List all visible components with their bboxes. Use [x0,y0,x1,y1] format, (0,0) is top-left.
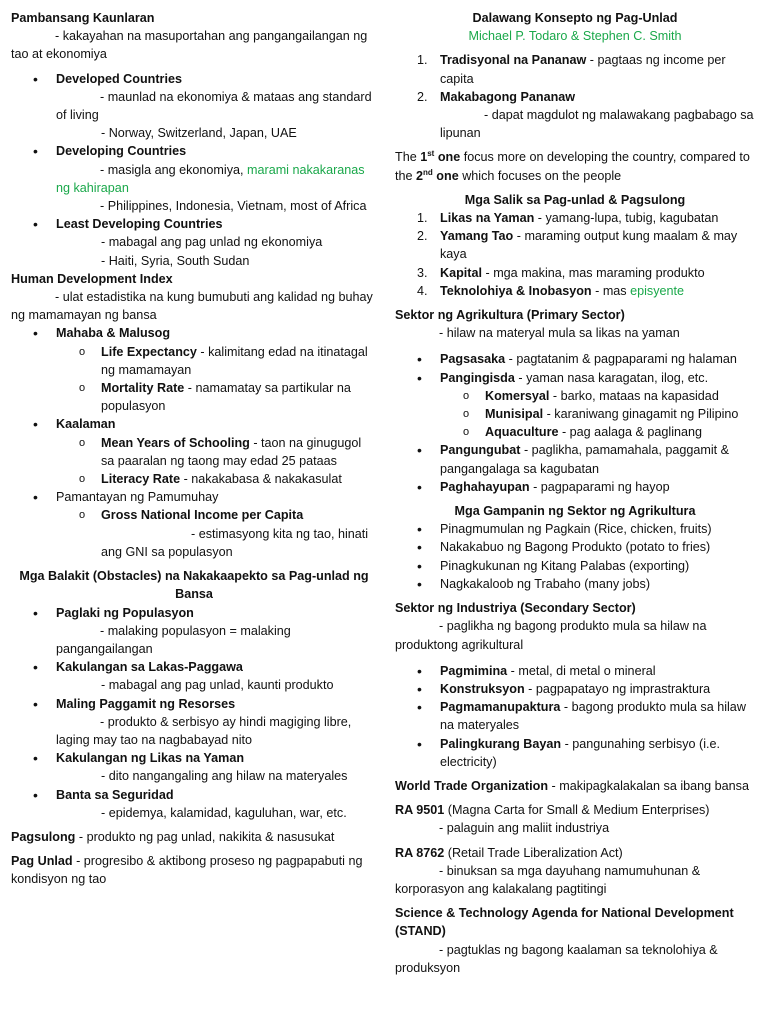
developed-desc: - maunlad na ekonomiya & mataas ang standard of living [56,89,372,123]
balakit-desc: - malaking populasyon = malaking pangangailangan [56,623,291,656]
pangingisda-item: • Pangingisda - yaman nasa karagatan, ilog, etc. [395,369,755,387]
gampanin-item: • Pinagmumulan ng Pagkain (Rice, chicken, fruits) [395,520,755,538]
pagsasaka-item: • Pagsasaka - pagtatanim & pagpaparami ng halaman [395,350,755,368]
least-desc: - mabagal ang pag unlad ng ekonomiya [101,235,323,250]
industriya-definition: - paglikha ng bagong produkto mula sa hilaw na produktong agrikultural [395,619,707,652]
developed-examples: - Norway, Switzerland, Japan, UAE [101,126,297,141]
aquaculture-item: o Aquaculture - pag aalaga & paglinang [395,423,755,441]
salik-item: 4. Teknolohiya & Inobasyon - mas episyente [395,282,755,300]
hdi-definition: - ulat estadistika na kung bumubuti ang kalidad ng buhay ng mamamayan ng bansa [11,290,373,323]
pagunlad-definition: Pag Unlad - progresibo & aktibong proseso ng pagpapabuti ng kondisyon ng tao [11,854,363,887]
balakit-item: • Kakulangan ng Likas na Yaman [11,749,377,767]
balakit-desc: - produkto & serbisyo ay hindi magiging libre, laging may tao na nagbabayad nito [56,714,352,747]
developing-item: • Developing Countries [11,142,377,160]
gampanin-item: • Nagkakaloob ng Trabaho (many jobs) [395,575,755,593]
stand-definition: - pagtuklas ng bagong kaalaman sa teknolohiya & produksyon [395,942,718,975]
gampanin-item: • Pinagkukunan ng Kitang Palabas (exporting) [395,557,755,575]
pamantayan-item: • Pamantayan ng Pamumuhay [11,488,377,506]
industriya-item: • Konstruksyon - pagpapatayo ng imprastraktura [395,680,755,698]
konsepto-item: 1. Tradisyonal na Pananaw - pagtaas ng income per capita [395,51,755,87]
gampanin-item: • Nakakabuo ng Bagong Produkto (potato to fries) [395,538,755,556]
stand-heading: Science & Technology Agenda for National Development (STAND) [395,906,734,939]
ra9501-heading: RA 9501 (Magna Carta for Small & Medium Enterprises) [395,803,710,818]
salik-item: 2. Yamang Tao - maraming output kung maalam & may kaya [395,227,755,263]
agri-title: Sektor ng Agrikultura (Primary Sector) [395,308,625,323]
komersyal-item: o Komersyal - barko, mataas na kapasidad [395,387,755,405]
salik-title: Mga Salik sa Pag-unlad & Pagsulong [464,192,686,207]
ra9501-definition: - palaguin ang maliit industriya [439,821,610,836]
balakit-desc: - epidemya, kalamidad, kaguluhan, war, etc. [101,805,347,820]
konsepto-authors: Michael P. Todaro & Stephen C. Smith [468,29,682,44]
developing-examples: - Philippines, Indonesia, Vietnam, most of Africa [100,199,367,214]
mortality-rate-item: o Mortality Rate - namamatay sa partikular na populasyon [11,379,377,415]
konsepto-desc: - dapat magdulot ng malawakang pagbabago sa lipunan [440,108,754,141]
konsepto-item: 2. Makabagong Pananaw [395,88,755,106]
gni-desc: - estimasyong kita ng tao, hinati ang GNI sa populasyon [101,526,369,559]
industriya-item: • Pagmimina - metal, di metal o mineral [395,662,755,680]
kaalaman-item: • Kaalaman [11,415,377,433]
ra8762-heading: RA 8762 (Retail Trade Liberalization Act) [395,845,623,860]
balakit-item: • Paglaki ng Populasyon [11,604,377,622]
salik-item: 3. Kapital - mga makina, mas maraming produkto [395,264,755,282]
industriya-title: Sektor ng Industriya (Secondary Sector) [395,601,636,616]
mahaba-item: • Mahaba & Malusog [11,324,377,342]
balakit-desc: - dito nangangaling ang hilaw na materyales [101,769,348,784]
konsepto-note: The 1st one focus more on developing the country, compared to the 2nd one which focuses on the people [395,149,750,183]
hdi-title: Human Development Index [11,271,173,286]
balakit-desc: - mabagal ang pag unlad, kaunti produkto [101,678,334,693]
life-expectancy-item: o Life Expectancy - kalimitang edad na itinatagal ng mamamayan [11,343,377,379]
agri-definition: - hilaw na materyal mula sa likas na yaman [439,326,680,341]
schooling-item: o Mean Years of Schooling - taon na ginugugol sa paaralan ng taong may edad 25 pataas [11,434,377,470]
pk-title: Pambansang Kaunlaran [11,11,155,25]
left-column [11,9,377,889]
balakit-title: Mga Balakit (Obstacles) na Nakakaapekto sa Pag-unlad ng Bansa [19,569,369,602]
wto-definition: World Trade Organization - makipagkalakalan sa ibang bansa [395,778,749,793]
balakit-item: • Kakulangan sa Lakas-Paggawa [11,658,377,676]
munisipal-item: o Munisipal - karaniwang ginagamit ng Pilipino [395,405,755,423]
developing-desc: - masigla ang ekonomiya, marami nakakaranas ng kahirapan [56,162,365,195]
gni-item: o Gross National Income per Capita [11,506,377,524]
industriya-item: • Palingkurang Bayan - pangunahing serbisyo (i.e. electricity) [395,735,755,771]
right-column [395,9,755,977]
literacy-item: o Literacy Rate - nakakabasa & nakakasulat [11,470,377,488]
gampanin-title: Mga Gampanin ng Sektor ng Agrikultura [454,504,696,519]
pk-definition: - kakayahan na masuportahan ang pangangailangan ng tao at ekonomiya [11,29,368,62]
least-examples: - Haiti, Syria, South Sudan [101,253,250,268]
industriya-item: • Pagmamanupaktura - bagong produkto mula sa hilaw na materyales [395,698,755,734]
balakit-item: • Banta sa Seguridad [11,786,377,804]
konsepto-title: Dalawang Konsepto ng Pag-Unlad [472,11,678,25]
paghahayupan-item: • Paghahayupan - pagpaparami ng hayop [395,478,755,496]
developed-item: • Developed Countries [11,70,377,88]
pagsulong-definition: Pagsulong - produkto ng pag unlad, nakikita & nasusukat [11,829,335,844]
salik-item: 1. Likas na Yaman - yamang-lupa, tubig, kagubatan [395,209,755,227]
ra8762-definition: - binuksan sa mga dayuhang namumuhunan & korporasyon ang kalakalang pagtitingi [395,863,701,896]
least-item: • Least Developing Countries [11,215,377,233]
balakit-list [11,604,377,822]
balakit-item: • Maling Paggamit ng Resorses [11,695,377,713]
pangungubat-item: • Pangungubat - paglikha, pamamahala, paggamit & pangangalaga sa kagubatan [395,441,755,477]
